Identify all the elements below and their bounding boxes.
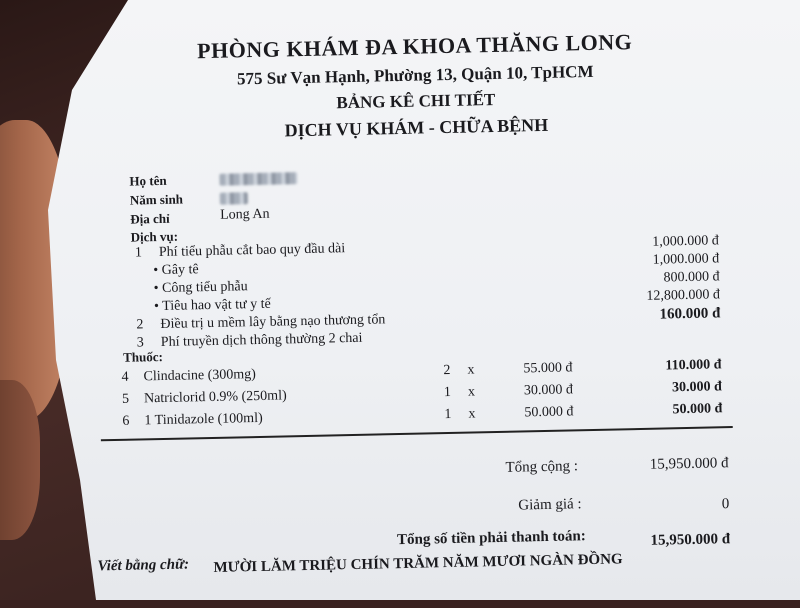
medicine-times: x (467, 384, 476, 400)
medicine-name: Clindacine (300mg) (143, 367, 257, 385)
service-amount: 1,000.000 đ (652, 233, 719, 250)
subtotal-value: 15,950.000 đ (649, 455, 729, 473)
medicine-qty: 1 (443, 384, 452, 401)
medicine-unit-price: 30.000 đ (523, 382, 574, 399)
service-no: 3 (136, 335, 144, 351)
doc-subtitle: DỊCH VỤ KHÁM - CHỮA BỆNH (284, 114, 549, 141)
redacted-name (219, 172, 297, 186)
medicine-total: 50.000 đ (672, 401, 723, 418)
service-desc: Phí truyền dịch thông thường 2 chai (160, 330, 363, 351)
in-words-value: MƯỜI LĂM TRIỆU CHÍN TRĂM NĂM MƯƠI NGÀN ĐỒNG (213, 551, 623, 576)
redacted-birth (220, 192, 248, 205)
medicine-qty: 1 (444, 406, 452, 423)
service-desc: Phí tiểu phẫu cắt bao quy đầu dài (158, 241, 346, 261)
service-desc: Điều trị u mềm lây bằng nạo thương tổn (160, 312, 386, 333)
medicine-total: 110.000 đ (665, 357, 722, 374)
clinic-address: 575 Sư Vạn Hạnh, Phường 13, Quận 10, TpHCM (236, 61, 594, 89)
service-desc: • Gây tê (153, 262, 199, 279)
patient-address-value: Long An (220, 206, 270, 223)
patient-address-label: Địa chỉ (130, 210, 170, 227)
service-amount: 12,800.000 đ (646, 287, 721, 304)
medicine-no: 4 (121, 369, 129, 385)
medicine-unit-price: 55.000 đ (523, 360, 573, 377)
services-label: Dịch vụ: (130, 228, 179, 245)
subtotal-label: Tổng cộng : (505, 458, 579, 476)
discount-label: Giảm giá : (518, 496, 582, 514)
patient-birth-label: Năm sinh (129, 191, 184, 208)
service-desc: • Tiêu hao vật tư y tế (153, 296, 271, 315)
in-words-label: Viết bằng chữ: (97, 556, 190, 575)
divider-line (101, 426, 733, 441)
service-no: 1 (134, 245, 143, 261)
doc-title: BẢNG KÊ CHI TIẾT (336, 89, 496, 113)
service-amount: 160.000 đ (659, 305, 721, 323)
medicine-qty: 2 (443, 362, 451, 379)
medicine-unit-price: 50.000 đ (524, 404, 574, 421)
discount-value: 0 (721, 496, 730, 513)
medicine-times: x (468, 406, 476, 422)
medicine-no: 6 (122, 413, 130, 429)
medicine-no: 5 (121, 391, 130, 407)
clinic-name: PHÒNG KHÁM ĐA KHOA THĂNG LONG (196, 29, 633, 64)
service-amount: 1,000.000 đ (652, 251, 720, 268)
service-no: 2 (136, 317, 144, 333)
medicine-name: 1 Tinidazole (100ml) (144, 410, 263, 429)
medicine-name: Natriclorid 0.9% (250ml) (143, 388, 287, 407)
medicine-total: 30.000 đ (671, 379, 723, 396)
medicines-label: Thuốc: (122, 348, 164, 365)
grand-total-value: 15,950.000 đ (650, 531, 731, 549)
service-desc: • Công tiểu phẫu (153, 279, 248, 297)
medicine-times: x (467, 362, 475, 378)
service-amount: 800.000 đ (663, 269, 720, 286)
patient-name-label: Họ tên (129, 172, 167, 189)
grand-total-label: Tổng số tiền phải thanh toán: (396, 528, 586, 549)
